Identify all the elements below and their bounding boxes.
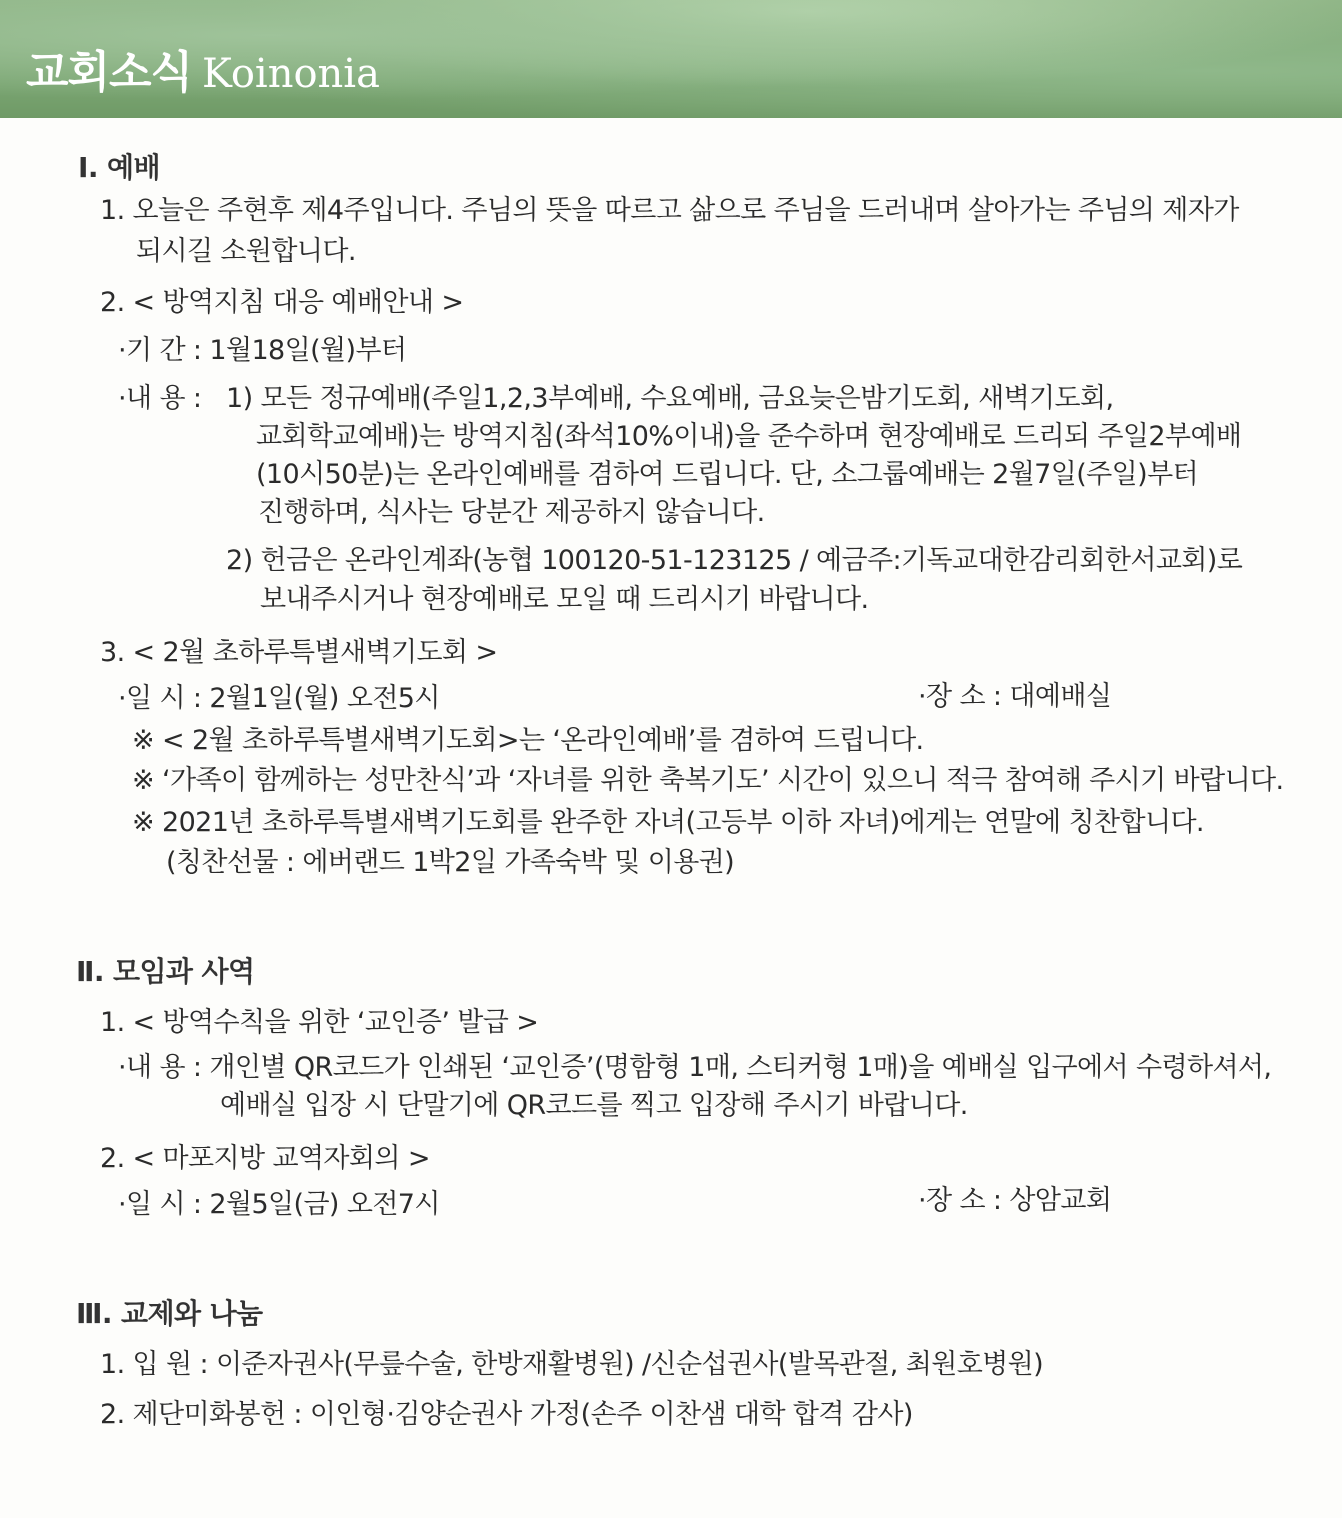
- worship-item-1-line-2: 되시길 소원합니다.: [136, 236, 356, 267]
- title-english: Koinonia: [202, 51, 380, 97]
- note-2: ※ ‘가족이 함께하는 성만찬식’과 ‘자녀를 위한 축복기도’ 시간이 있으니 적극 참여해 주시기 바랍니다.: [132, 765, 1284, 796]
- meeting-time: ·일 시 : 2월5일(금) 오전7시: [118, 1189, 440, 1220]
- meeting-place: ·장 소 : 상암교회: [918, 1185, 1112, 1216]
- content-1-line-3: (10시50분)는 온라인예배를 겸하여 드립니다. 단, 소그룹예배는 2월7일(주일)부터: [256, 459, 1199, 490]
- gathering-item-1-title: 1. < 방역수칙을 위한 ‘교인증’ 발급 >: [100, 1007, 539, 1038]
- section-3-heading: Ⅲ. 교제와 나눔: [76, 1297, 263, 1330]
- content-2-line-2: 보내주시거나 현장예배로 모일 때 드리시기 바랍니다.: [260, 584, 869, 615]
- content-1-line-2: 교회학교예배)는 방역지침(좌석10%이내)을 준수하며 현장예배로 드리되 주일2부예배: [256, 421, 1242, 452]
- note-3: ※ 2021년 초하루특별새벽기도회를 완주한 자녀(고등부 이하 자녀)에게는 연말에 칭찬합니다.: [132, 807, 1204, 838]
- worship-content-label: ·내 용 :: [118, 383, 202, 414]
- gathering-item-2-title: 2. < 마포지방 교역자회의 >: [100, 1143, 430, 1174]
- section-2-heading: Ⅱ. 모임과 사역: [76, 955, 255, 988]
- gathering-item-1-line-1: ·내 용 : 개인별 QR코드가 인쇄된 ‘교인증’(명함형 1매, 스티커형 1매)을 예배실 입구에서 수령하셔서,: [118, 1052, 1272, 1083]
- dawn-prayer-time: ·일 시 : 2월1일(월) 오전5시: [118, 683, 440, 714]
- note-4: (칭찬선물 : 에버랜드 1박2일 가족숙박 및 이용권): [166, 847, 735, 878]
- worship-item-3-title: 3. < 2월 초하루특별새벽기도회 >: [100, 637, 498, 668]
- fellowship-item-1: 1. 입 원 : 이준자권사(무릎수술, 한방재활병원) /신순섭권사(발목관절, 최원호병원): [100, 1349, 1044, 1380]
- section-1-heading: Ⅰ. 예배: [78, 151, 160, 184]
- worship-period: ·기 간 : 1월18일(월)부터: [118, 335, 407, 366]
- content-2-line-1: 2) 헌금은 온라인계좌(농협 100120-51-123125 / 예금주:기독교대한감리회한서교회)로: [226, 545, 1243, 576]
- dawn-prayer-place: ·장 소 : 대예배실: [918, 681, 1112, 712]
- worship-item-1-line-1: 1. 오늘은 주현후 제4주입니다. 주님의 뜻을 따르고 삶으로 주님을 드러내며 살아가는 주님의 제자가: [100, 195, 1239, 226]
- page-title: [26, 36, 380, 100]
- note-1: ※ < 2월 초하루특별새벽기도회>는 ‘온라인예배’를 겸하여 드립니다.: [132, 725, 924, 756]
- content-1-line-4: 진행하며, 식사는 당분간 제공하지 않습니다.: [258, 497, 765, 528]
- gathering-item-1-line-2: 예배실 입장 시 단말기에 QR코드를 찍고 입장해 주시기 바랍니다.: [220, 1090, 968, 1121]
- title-korean: 교회소식: [26, 47, 193, 98]
- header-banner: [0, 0, 1342, 118]
- worship-item-2-title: 2. < 방역지침 대응 예배안내 >: [100, 287, 464, 318]
- fellowship-item-2: 2. 제단미화봉헌 : 이인형·김양순권사 가정(손주 이찬샘 대학 합격 감사): [100, 1399, 913, 1430]
- content-1-line-1: 1) 모든 정규예배(주일1,2,3부예배, 수요예배, 금요늦은밤기도회, 새벽기도회,: [226, 383, 1114, 414]
